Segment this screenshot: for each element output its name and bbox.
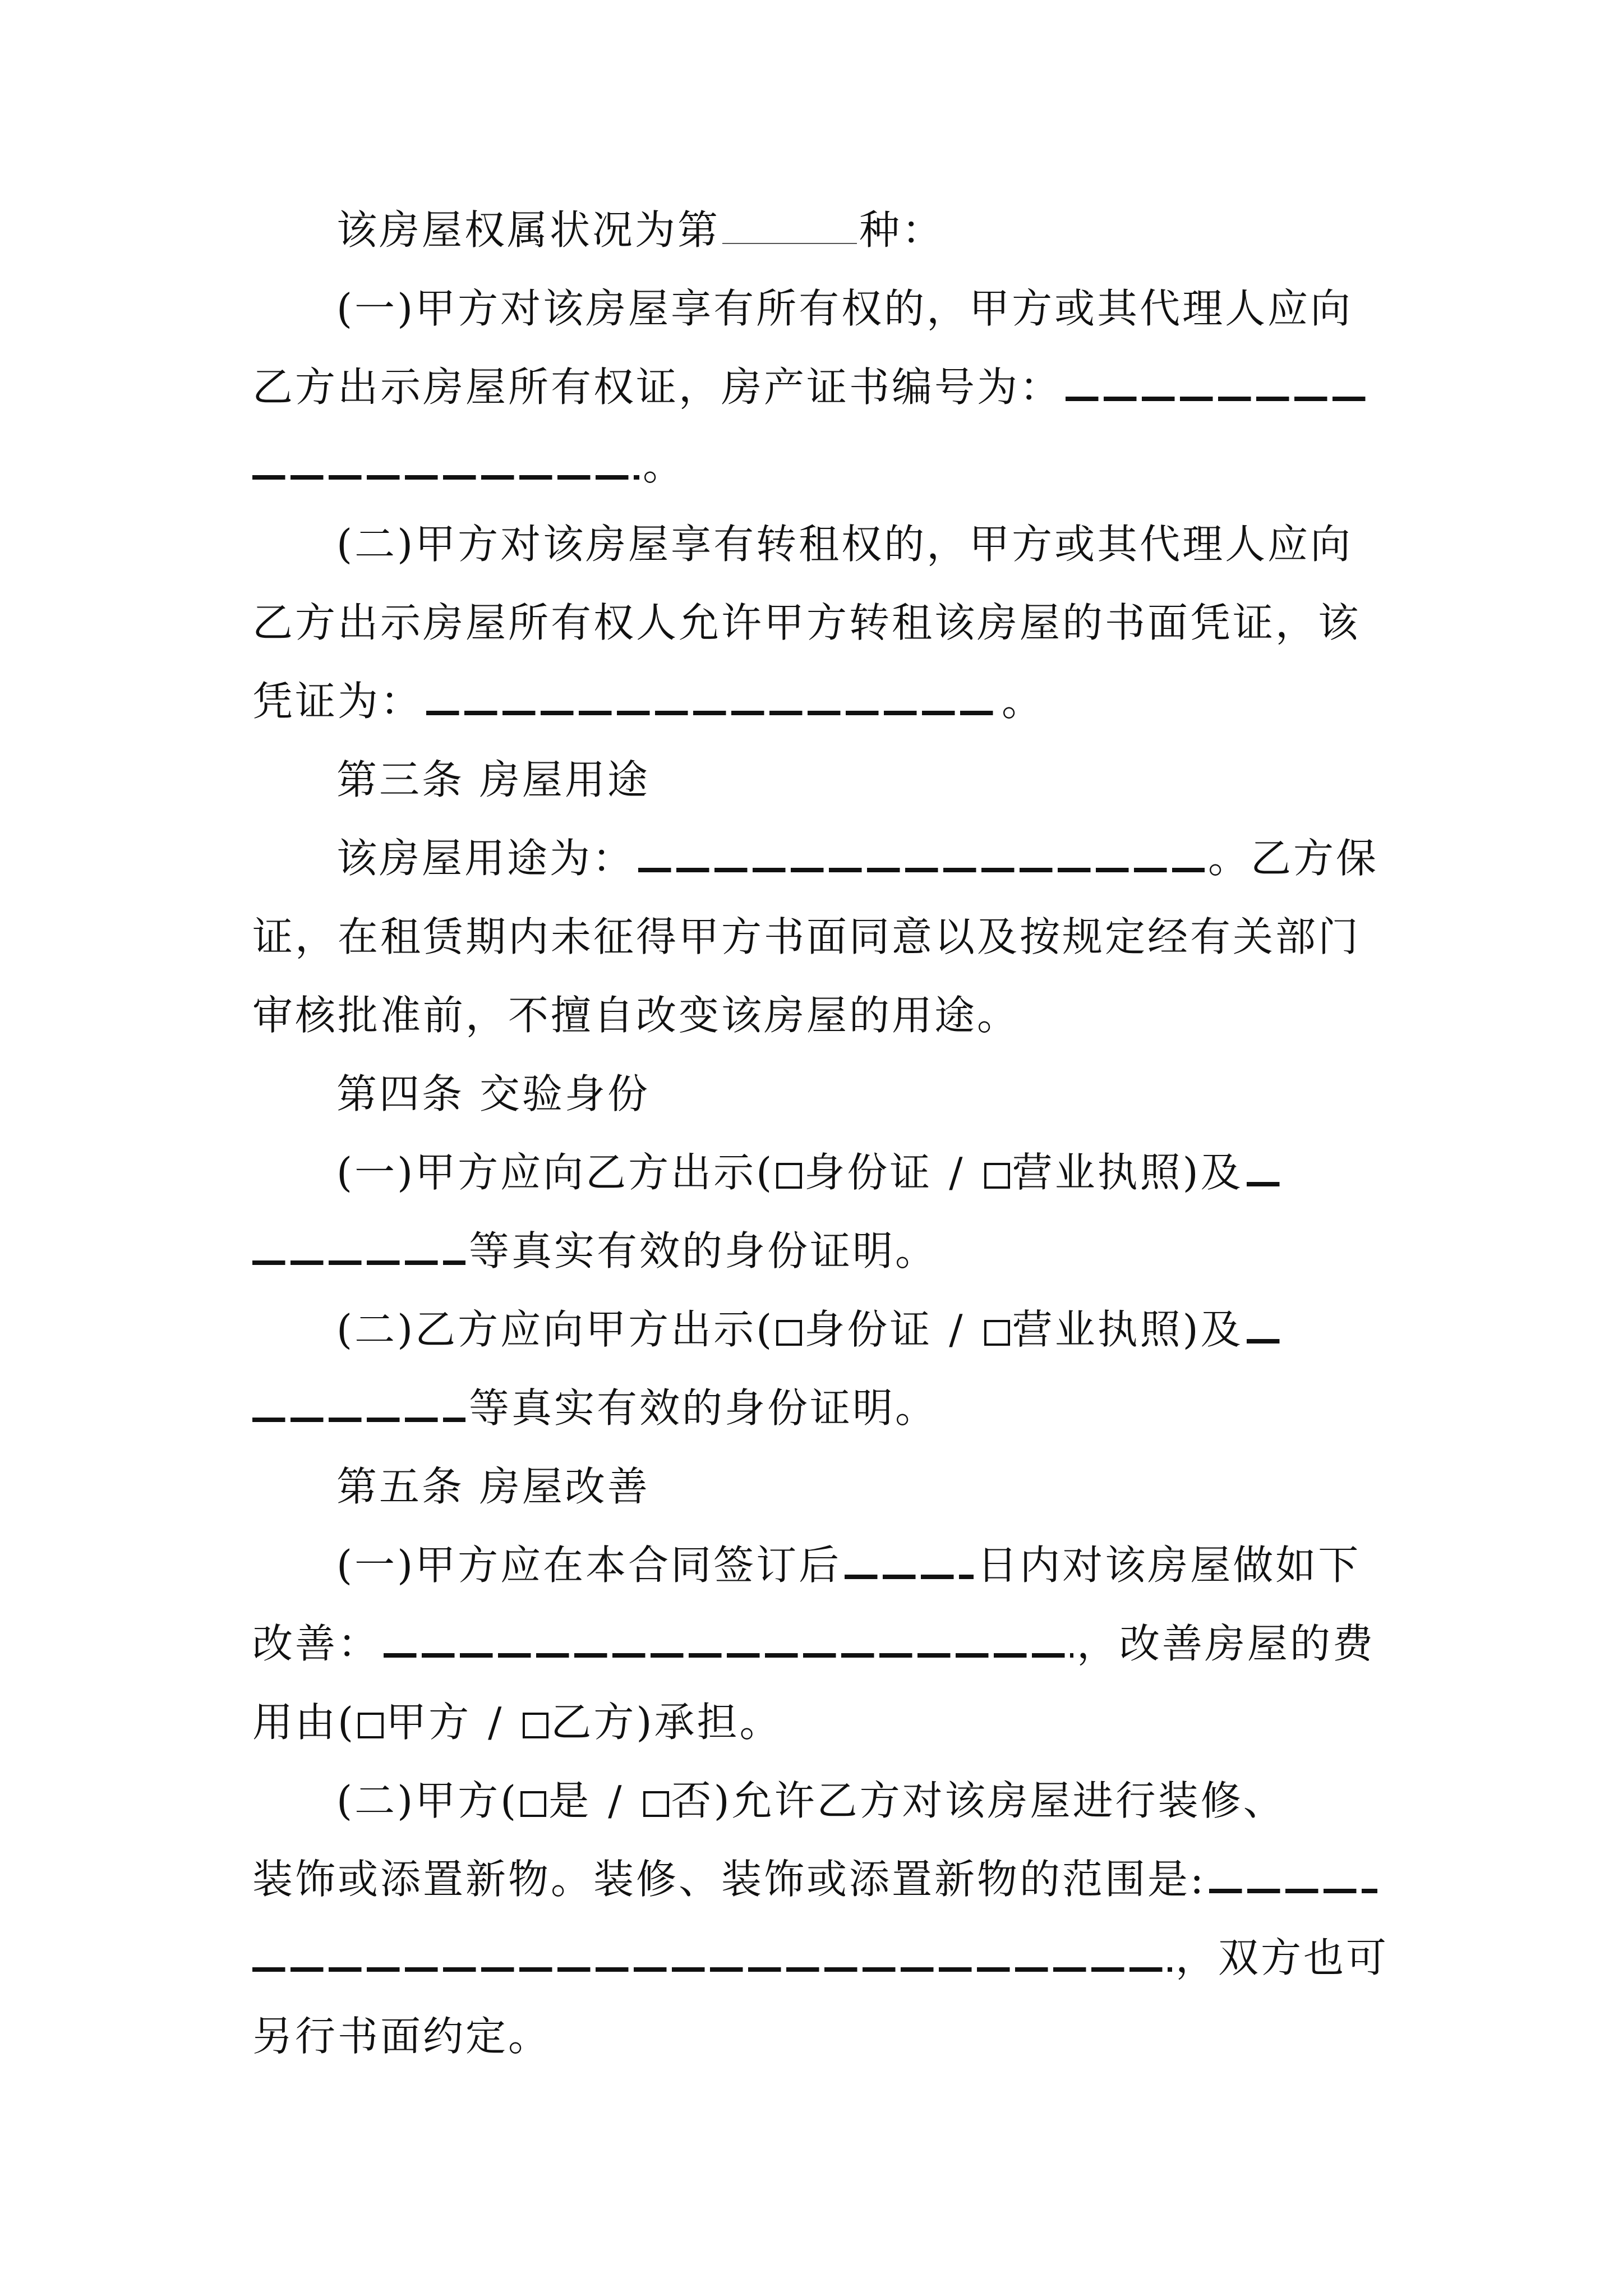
sublease-clause-text-2: 乙方出示房屋所有权人允许甲方转租该房屋的书面凭证，该 xyxy=(252,599,1361,646)
business-license-checkbox[interactable] xyxy=(984,1163,1010,1189)
party-a-id-line-2 xyxy=(252,1223,938,1285)
usage-line-1 xyxy=(336,830,1378,892)
business-license-label: 营业执照)及 xyxy=(1012,1149,1243,1196)
business-license-checkbox[interactable] xyxy=(984,1320,1010,1346)
usage-blank[interactable] xyxy=(638,841,1205,872)
party-a-label: 甲方 xyxy=(386,1699,472,1746)
no-checkbox[interactable] xyxy=(643,1791,669,1817)
id-card-label: 身份证 xyxy=(804,1149,933,1196)
party-a-id-line-1 xyxy=(336,1144,1284,1206)
decoration-line-2 xyxy=(252,1851,1381,1913)
ownership-clause-text: (一)甲方对该房屋享有所有权的，甲方或其代理人应向 xyxy=(336,285,1353,332)
article-3-title: 第三条 房屋用途 xyxy=(336,756,650,803)
ownership-type-blank[interactable] xyxy=(722,211,857,244)
id-card-label: 身份证 xyxy=(804,1306,933,1353)
usage-text-tail: 。乙方保 xyxy=(1208,835,1379,882)
business-license-label: 营业执照)及 xyxy=(1012,1306,1243,1353)
party-a-other-id-blank-cont[interactable] xyxy=(252,1234,465,1265)
article-5-title: 第五条 房屋改善 xyxy=(336,1463,650,1510)
period: 。 xyxy=(1002,678,1045,725)
improvement-content-blank[interactable] xyxy=(384,1626,1073,1658)
article-4-title: 第四条 交验身份 xyxy=(336,1070,650,1117)
certificate-number-blank[interactable] xyxy=(1066,370,1368,401)
sublease-clause-line-1 xyxy=(336,516,1353,578)
slash-separator: / xyxy=(608,1777,624,1824)
article-5-heading xyxy=(336,1458,650,1520)
cost-bearer-text: 用由( xyxy=(252,1699,356,1746)
party-a-other-id-blank[interactable] xyxy=(1247,1155,1280,1186)
slash-separator: / xyxy=(949,1306,965,1353)
party-a-id-text: (一)甲方应向乙方出示( xyxy=(336,1149,774,1196)
decoration-line-1 xyxy=(336,1773,1286,1834)
ownership-status-line xyxy=(336,202,944,264)
improvement-cost-text: ，改善房屋的费 xyxy=(1077,1620,1376,1667)
yes-label: 是 xyxy=(548,1777,592,1824)
yes-checkbox[interactable] xyxy=(520,1791,546,1817)
decoration-line-4 xyxy=(252,2008,551,2070)
voucher-blank[interactable] xyxy=(426,684,998,715)
decoration-scope-blank[interactable] xyxy=(1209,1862,1377,1893)
decoration-tail-text: ，双方也可 xyxy=(1175,1934,1389,1981)
party-b-id-tail: 等真实有效的身份证明。 xyxy=(469,1384,938,1432)
ownership-status-suffix: 种： xyxy=(859,206,945,254)
usage-label: 该房屋用途为： xyxy=(336,835,635,882)
id-card-checkbox[interactable] xyxy=(776,1320,802,1346)
decoration-scope-label: 装饰或添置新物。装修、装饰或添置新物的范围是: xyxy=(252,1856,1206,1903)
party-b-checkbox[interactable] xyxy=(523,1713,548,1738)
article-4-heading xyxy=(336,1066,650,1128)
party-b-id-text: (二)乙方应向甲方出示( xyxy=(336,1306,774,1353)
ownership-status-text: 该房屋权属状况为第 xyxy=(336,206,721,254)
party-a-checkbox[interactable] xyxy=(358,1713,384,1738)
sublease-clause-line-3 xyxy=(252,673,1044,735)
improvement-line-2 xyxy=(252,1616,1375,1677)
usage-line-2 xyxy=(252,909,1361,970)
party-a-id-tail: 等真实有效的身份证明。 xyxy=(469,1227,938,1274)
party-b-id-line-1 xyxy=(336,1301,1284,1363)
certificate-number-blank-cont[interactable] xyxy=(252,448,639,480)
decoration-line-3 xyxy=(252,1930,1389,1991)
no-label: 否)允许乙方对该房屋进行装修、 xyxy=(671,1777,1286,1824)
decoration-text: (二)甲方( xyxy=(336,1777,519,1824)
ownership-clause-line-1 xyxy=(336,280,1353,342)
party-b-other-id-blank[interactable] xyxy=(1247,1312,1280,1343)
period: 。 xyxy=(643,442,686,489)
slash-separator: / xyxy=(488,1699,504,1746)
ownership-clause-line-2 xyxy=(252,359,1372,421)
decoration-final-text: 另行书面约定。 xyxy=(252,2013,551,2060)
article-3-heading xyxy=(336,752,650,813)
certificate-number-label: 乙方出示房屋所有权证，房产证书编号为： xyxy=(252,364,1063,411)
ownership-clause-line-3 xyxy=(252,438,685,499)
decoration-scope-blank-cont[interactable] xyxy=(252,1940,1172,1972)
sublease-clause-line-2 xyxy=(252,595,1361,656)
id-card-checkbox[interactable] xyxy=(776,1163,802,1189)
usage-line-3 xyxy=(252,987,1020,1049)
sublease-clause-text: (二)甲方对该房屋享有转租权的，甲方或其代理人应向 xyxy=(336,521,1353,568)
voucher-label: 凭证为： xyxy=(252,678,423,725)
improvement-line-1 xyxy=(336,1537,1361,1599)
improvement-line-3 xyxy=(252,1694,782,1756)
party-b-id-line-2 xyxy=(252,1380,938,1442)
improvement-label: 改善： xyxy=(252,1620,381,1667)
slash-separator: / xyxy=(949,1149,965,1196)
improvement-text-tail: 日内对该房屋做如下 xyxy=(977,1542,1361,1589)
party-b-other-id-blank-cont[interactable] xyxy=(252,1391,465,1422)
improvement-days-blank[interactable] xyxy=(845,1548,974,1579)
usage-text-2: 证，在租赁期内未征得甲方书面同意以及按规定经有关部门 xyxy=(252,913,1361,960)
usage-text-3: 审核批准前，不擅自改变该房屋的用途。 xyxy=(252,992,1020,1039)
party-b-label: 乙方)承担。 xyxy=(551,1699,782,1746)
improvement-text: (一)甲方应在本合同签订后 xyxy=(336,1542,842,1589)
